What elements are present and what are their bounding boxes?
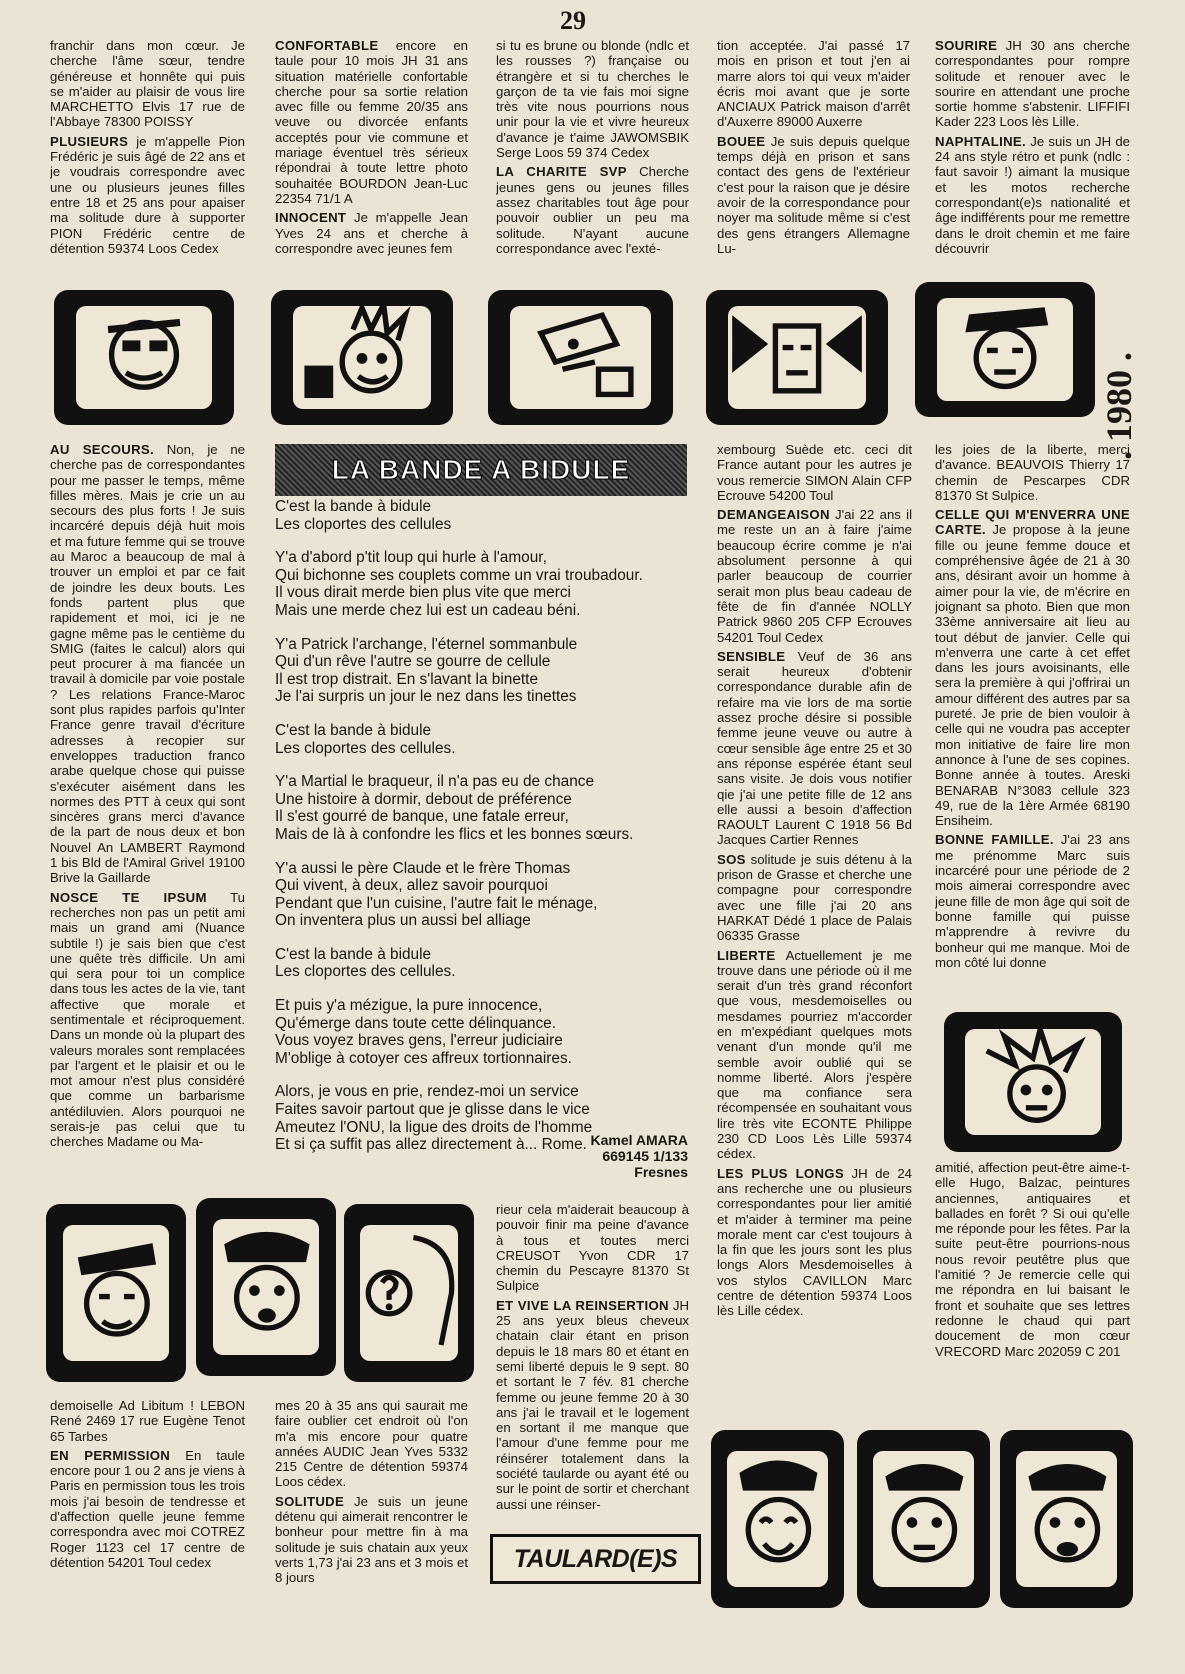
column-bot-1 <box>50 1398 245 1668</box>
face-illustration-1 <box>54 290 234 425</box>
poem-line: Ameutez l'ONU, la ligue des droits de l'homme <box>275 1118 593 1136</box>
classified-ad <box>50 1398 245 1444</box>
poem-stanza <box>275 636 695 706</box>
ad-text: si tu es brune ou blonde (ndlc et les rousses ?) française ou étrangère et si tu cherches le garçon de ta vie fais moi signe très vite nous pourrions nous unir pour la vie et vivre heureux d'avance je t'aime JAWOMSBIK Serge Loos 59 374 Cedex <box>496 38 689 161</box>
ad-text: tion acceptée. J'ai passé 17 mois en prison et tout j'en ai marre alors toi qui veux m'aider écris moi avant que je sorte ANCIAUX Patrick maison d'arrêt d'Auxerre 89000 Auxerre <box>717 38 910 130</box>
ad-text: mes 20 à 35 ans qui saurait me faire oublier cet endroit où l'on m'a mis encore pour quatre années AUDIC Jean Yves 5332 215 Centre de détention 59374 Loos cédex. <box>275 1398 468 1490</box>
ad-keyword: SOS <box>717 851 746 867</box>
ad-text: solitude je suis détenu à la prison de Grasse et cherche une compagne pour correspondre avec une fille j'ai 20 ans HARKAT Dédé 1 place de Palais 06335 Grasse <box>717 851 912 944</box>
ad-text: Je propose à la jeune fille ou jeune femme douce et compréhensive âgée de 21 à 30 ans, désirant avoir un homme à aimer pour la vie, de m'écrire en joignant sa photo. Bien que mon 33ème anniversaire ait lieu au tout début de janvier. Celle qui m'enverra une carte à cet effet dans les jours avoisinants, elle sera la première à qui j'offrirai un amour différent des autres par sa pureté. Je prie de bien vouloir à celle qui ne voudra pas accepter mon initiative de faire lire mon annonce à l'une de ses copines. Bonne année à toutes. Areski BENARAB N°3083 cellule 323 49, rue de la 1ère Armée 68190 Ensiheim. <box>935 522 1130 829</box>
classified-ad <box>717 134 910 256</box>
classified-ad <box>496 1202 689 1294</box>
poem-line: Alors, je vous en prie, rendez-moi un service <box>275 1083 579 1101</box>
ad-text: Je m'appelle Jean Yves 24 ans et cherche à correspondre avec jeunes fem <box>275 210 468 256</box>
ad-text: Je suis un jeune détenu qui aimerait rencontrer le bonheur pour mettre fin à ma solitude je suis chatain aux yeux verts 1,73 j'ai 23 ans et 3 mois et 8 jours <box>275 1493 468 1586</box>
poem-line: Qui vivent, à deux, allez savoir pourquoi <box>275 877 548 895</box>
classified-ad <box>935 442 1130 503</box>
poem-stanza <box>275 722 695 757</box>
ad-keyword: BOUEE <box>717 133 766 149</box>
ad-text: Actuellement je me trouve dans une période où il me serait d'un très grand réconfort que vous, mesdemoiselles ou mesdames pourriez m'accorder en m'expédiant quelques mots venant d'un monde qu'il me semble avoir oublié qui se nomme liberté. Alors j'espère que ma confiance sera récompensée en souhaitant vous lire très vite ECONTE Philippe 230 CD Loos Lès Lille 59374 cédex. <box>717 947 912 1162</box>
ad-keyword: PLUSIEURS <box>50 133 129 149</box>
poem-line: On inventera plus un aussi bel alliage <box>275 912 531 930</box>
ad-keyword: LIBERTE <box>717 947 776 963</box>
classified-ad <box>935 38 1130 130</box>
column-low-5 <box>935 1160 1130 1390</box>
signature-name: Kamel AMARA <box>590 1132 688 1148</box>
ad-keyword: LA CHARITE SVP <box>496 164 627 180</box>
poem-line: Les cloportes des cellules. <box>275 739 456 757</box>
ad-text: J'ai 22 ans il me reste un an à faire j'aime beaucoup écrire comme je n'ai absolument personne à qui parler beaucoup de courrier serait mon plus beau cadeau de fête de fin d'année NOLLY Patrick 9860 205 CFP Ecrouves 54201 Toul Cedex <box>717 507 912 645</box>
ad-keyword: SOURIRE <box>935 38 998 53</box>
poem-body <box>275 498 695 1170</box>
ad-keyword: ET VIVE LA REINSERTION <box>496 1297 669 1313</box>
column-top-5 <box>935 38 1130 273</box>
column-mid-1 <box>50 442 245 1182</box>
column-low-3 <box>496 1202 689 1532</box>
ad-text: Je suis depuis quelque temps déjà en prison et sans contact des gens de l'extérieur c'est pour la raison que je désire avoir de la correspondance pour noyer ma solitude même si c'est des gens étrangers Allemagne Lu- <box>717 133 910 256</box>
poem-line: Je l'ai surpris un jour le nez dans les tinettes <box>275 688 577 706</box>
face-illustration-9 <box>344 1204 474 1382</box>
classified-ad <box>717 852 912 944</box>
face-illustration-7 <box>46 1204 186 1382</box>
classified-ad <box>717 507 912 645</box>
ad-text: Cherche jeunes gens ou jeunes filles assez charitables tout âge pour pouvoir oublier un peu ma solitude. N'ayant aucune correspondance avec l'exté- <box>496 164 689 256</box>
poem-line: Les cloportes des cellules. <box>275 963 456 981</box>
taulards-logo-text: TAULARD(E)S <box>513 1544 678 1573</box>
classified-ad <box>275 210 468 256</box>
ad-text: xembourg Suède etc. ceci dit France autant pour les autres je vous remercie SIMON Alain CFP Ecrouve 54200 Toul <box>717 442 912 503</box>
ad-keyword: NOSCE TE IPSUM <box>50 889 207 905</box>
poem-line: Qui d'un rêve l'autre se gourre de cellule <box>275 653 551 671</box>
ad-keyword: DEMANGEAISON <box>717 507 830 523</box>
classified-ad <box>935 832 1130 970</box>
face-illustration-4 <box>706 290 888 425</box>
column-mid-4 <box>717 442 912 1442</box>
poem-line: Mais de là à confondre les flics et les bonnes sœurs. <box>275 825 634 843</box>
column-bot-2 <box>275 1398 468 1668</box>
poem-line: Y'a Martial le braqueur, il n'a pas eu de chance <box>275 773 595 791</box>
poem-line: C'est la bande à bidule <box>275 945 432 963</box>
poem-stanza <box>275 860 695 930</box>
taulards-logo <box>490 1534 701 1584</box>
classified-ad <box>717 38 910 130</box>
classified-ad <box>935 1160 1130 1359</box>
face-illustration-8 <box>196 1198 336 1376</box>
poem-line: Faites savoir partout que je glisse dans le vice <box>275 1101 590 1119</box>
classified-ad <box>717 948 912 1162</box>
poem-signature <box>500 1132 688 1180</box>
ad-keyword: CONFORTABLE <box>275 38 379 53</box>
poem-line: Les cloportes des cellules <box>275 515 452 533</box>
classified-ad <box>275 1398 468 1490</box>
column-top-1 <box>50 38 245 273</box>
face-illustration-12 <box>1000 1430 1133 1608</box>
poem-line: Qu'émerge dans toute cette délinquance. <box>275 1014 557 1032</box>
classified-ad <box>496 1298 689 1512</box>
poem-stanza <box>275 946 695 981</box>
face-illustration-5 <box>915 282 1095 417</box>
ad-text: franchir dans mon cœur. Je cherche l'âme sœur, tendre généreuse et honnête qui puis se m'aider au plaisir de vous lire MARCHETTO Elvis 17 rue de l'Abbaye 78300 POISSY <box>50 38 245 130</box>
poem-line: Et si ça suffit pas allez directement à... Rome. <box>275 1136 587 1154</box>
poem-line: Mais une merde chez lui est un cadeau béni. <box>275 601 581 619</box>
poem-line: Y'a aussi le père Claude et le frère Thomas <box>275 859 571 877</box>
face-illustration-10 <box>711 1430 844 1608</box>
classified-ad <box>50 442 245 886</box>
classified-ad <box>275 38 468 206</box>
ad-text: Non, je ne cherche pas de correspondantes pour me passer le temps, même filles mères. Mais je crie un au secours des plus forts ! Je suis incarcéré depuis déjà huit mois et ma future femme qui se trouve au Maroc a beaucoup de mal à trouver un emploi et par ce fait de joindre les deux bouts. Les fonds partent plus que rapidement et moi, ici je ne gagne même pas le centième du SMIG (faites le calcul) alors qui peut procurer à ma fiancée un travail à domicile par voie postale ? Les relations France-Maroc sont plus rapides parfois qu'Inter France genre travail d'écriture adresses à recopier sur enveloppes traduction franco arabe quelque chose qui puisse s'exécuter aisément dans les normes des PTT à ceux qui sont sincères grans merci d'avance de la part de nous deux et bon Nouvel An LAMBERT Raymond 1 bis Bld de l'Amiral Grivel 19100 Brive la Gaillarde <box>50 442 245 886</box>
poem-line: C'est la bande à bidule <box>275 498 432 515</box>
poem-line: Et puis y'a mézigue, la pure innocence, <box>275 997 543 1015</box>
classified-ad <box>935 507 1130 828</box>
ad-text: encore en taule pour 10 mois JH 31 ans situation matérielle confortable cherche pour sa sortie relation avec fille ou femme 20/35 ans veuve ou divorcée enfants acceptés pour vie commune et mariage éventuel très sérieux répondrai à toute lettre photo souhaitée BOURDON Jean-Luc 22354 71/1 A <box>275 38 468 206</box>
page-number: 29 <box>560 6 586 35</box>
column-mid-5 <box>935 442 1130 1002</box>
classified-ad <box>50 38 245 130</box>
classified-ad <box>50 1448 245 1570</box>
face-illustration-2 <box>271 290 453 425</box>
poem-line: Il s'est gourré de banque, une fatale erreur, <box>275 808 569 826</box>
ad-keyword: EN PERMISSION <box>50 1447 171 1463</box>
poem-line: Pendant que l'un cuisine, l'autre fait le ménage, <box>275 894 598 912</box>
ad-keyword: CELLE QUI M'ENVERRA UNE CARTE. <box>935 507 1130 538</box>
poem-stanza <box>275 498 695 533</box>
ad-keyword: LES PLUS LONGS <box>717 1165 844 1181</box>
classified-ad <box>496 164 689 256</box>
poem-line: Vous voyez braves gens, l'erreur judiciaire <box>275 1032 563 1050</box>
ad-text: JH 30 ans cherche correspondantes pour rompre solitude et renouer avec le sourire en attendant une proche sortie homme s'abstenir. LIFFIFI Kader 223 Loos lès Lille. <box>935 38 1130 130</box>
ad-keyword: INNOCENT <box>275 210 347 226</box>
ad-text: JH de 24 ans recherche une ou plusieurs correspondantes pour lier amitié et m'aider à terminer ma peine morale ment car c'est toujours à la fin que les jours sont les plus longs Alors Mesdemoiselles à vos stylos CAVILLON Marc centre de détention 59374 Loos lès Lille cédex. <box>717 1165 912 1319</box>
ad-keyword: AU SECOURS. <box>50 442 154 457</box>
poem-title: LA BANDE A BIDULE <box>331 454 631 485</box>
face-illustration-3 <box>488 290 673 425</box>
face-illustration-6 <box>944 1012 1122 1152</box>
ad-keyword: BONNE FAMILLE. <box>935 832 1054 848</box>
classified-ad <box>496 38 689 160</box>
poem-stanza <box>275 549 695 619</box>
ad-text: amitié, affection peut-être aime-t-elle Hugo, Balzac, peintures anciennes, antiquaires et ballades en forêt ? Si oui qu'elle me réponde pour les fêtes. Par la suite peut-être pourrions-nous nous revoir peutêtre plus que l'amitié ? Je remercie celle qui me répondra en lui baisant le front et souhaite que ses lettres redonne le chaud qui part doucement de mon cœur VRECORD Marc 202059 C 201 <box>935 1160 1130 1359</box>
classified-ad <box>935 134 1130 256</box>
classified-ad <box>275 1494 468 1586</box>
ad-keyword: NAPHTALINE. <box>935 133 1026 149</box>
signature-place: Fresnes <box>634 1164 688 1180</box>
ad-keyword: SOLITUDE <box>275 1493 345 1509</box>
column-top-3 <box>496 38 689 273</box>
poem-line: Y'a Patrick l'archange, l'éternel sommanbule <box>275 635 578 653</box>
column-top-2 <box>275 38 468 273</box>
ad-text: JH 25 ans yeux bleus cheveux chatain clair étant en prison depuis le 18 mars 80 et étant en semi liberté depuis le 9 sept. 80 et sortant le 7 fév. 81 cherche femme ou jeune femme 20 à 30 ans j'ai le travail et le logement en sortant il me manque que l'amour d'une femme pour me réinsérer totalement dans la société taularde ou ayant été ou sur le point de sortir et cherchant aussi une réinser- <box>496 1297 689 1512</box>
ad-text: Tu recherches non pas un petit ami mais un grand ami (Nuance subtile !) je sais bien que c'est une quête très difficile. Un ami qui sera pour toi un complice dans tous les actes de la vie, tant affective que morale et sentimentale et réciproquement. Dans un monde où la plupart des valeurs morales sont remplacées par l'argent et le plaisir et ou le mot amour n'est plus considéré que comme un barbarisme antédiluvien. Alors pourquoi ne serais-je pas celui que tu cherches Madame ou Ma- <box>50 889 245 1150</box>
ad-text: demoiselle Ad Libitum ! LEBON René 2469 17 rue Eugène Tenot 65 Tarbes <box>50 1398 245 1444</box>
poem-stanza <box>275 997 695 1067</box>
column-top-4 <box>717 38 910 273</box>
ad-text: rieur cela m'aiderait beaucoup à pouvoir finir ma peine d'avance à tous et toutes merci CREUSOT Yvon CDR 17 chemin du Pescayre 81370 St Sulpice <box>496 1202 689 1294</box>
classified-ad <box>717 442 912 503</box>
classified-ad <box>717 649 912 848</box>
poem-line: M'oblige à cotoyer ces affreux tortionnaires. <box>275 1049 572 1067</box>
face-illustration-11 <box>857 1430 990 1608</box>
poem-stanza <box>275 773 695 843</box>
classified-ad <box>50 134 245 256</box>
ad-text: les joies de la liberte, merci d'avance. BEAUVOIS Thierry 17 chemin de Pescarpes CDR 81370 St Sulpice. <box>935 442 1130 503</box>
poem-title-banner <box>275 444 687 496</box>
poem-line: Il est trop distrait. En s'lavant la binette <box>275 670 539 688</box>
classified-ad <box>50 890 245 1150</box>
poem-line: Une histoire à dormir, debout de préférence <box>275 790 572 808</box>
ad-text: Veuf de 36 ans serait heureux d'obtenir correspondance durable afin de refaire ma vie lors de ma sortie assez proche désire si possible femme jeune veuve ou autre à cœur sensible âge entre 25 et 30 ans réponse espérée étant seul sans visite. Je dois vous notifier qie j'ai une petite fille de 12 ans elle aussi a besoin d'affection RAOULT Laurent C 1918 56 Bd Jacques Cartier Rennes <box>717 648 912 848</box>
classified-ad <box>717 1166 912 1319</box>
ad-text: Je suis un JH de 24 ans style rétro et punk (ndlc : faut savoir !) aimant la musique et les motos recherche correspondant(e)s nationalité et âge indifférents pour me remettre dans le droit chemin et me faire découvrir <box>935 133 1130 256</box>
poem-line: Qui bichonne ses couplets comme un vrai troubadour. <box>275 566 643 584</box>
poem-line: C'est la bande à bidule <box>275 721 432 739</box>
ad-text: J'ai 23 ans me prénomme Marc suis incarcéré pour une période de 2 mois aimerai correspondre avec jeune fille de mon âge qui soit de bonne famille qui puisse m'apprendre à revivre du bonheur qui me manque. Moi de mon côté lui donne <box>935 832 1130 970</box>
year-stamp: . 1980 . <box>1099 352 1139 460</box>
poem-line: Y'a d'abord p'tit loup qui hurle à l'amour, <box>275 549 547 567</box>
ad-text: En taule encore pour 1 ou 2 ans je viens à Paris en permission tous les trois mois j'ai besoin de tendresse et d'affection quelle jeune femme correspondra avec moi COTREZ Roger 1123 cel 17 centre de détention 54201 Toul cedex <box>50 1447 245 1570</box>
signature-number: 669145 1/133 <box>602 1148 688 1164</box>
ad-keyword: SENSIBLE <box>717 648 786 664</box>
ad-text: je m'appelle Pion Frédéric je suis âgé de 22 ans et je voudrais correspondre avec une ou plusieurs jeunes filles entre 18 et 25 ans pour apaiser ma solitude dure à supporter PION Frédéric centre de détention 59374 Loos Cedex <box>50 133 245 256</box>
poem-line: Il vous dirait merde bien plus vite que merci <box>275 584 571 602</box>
